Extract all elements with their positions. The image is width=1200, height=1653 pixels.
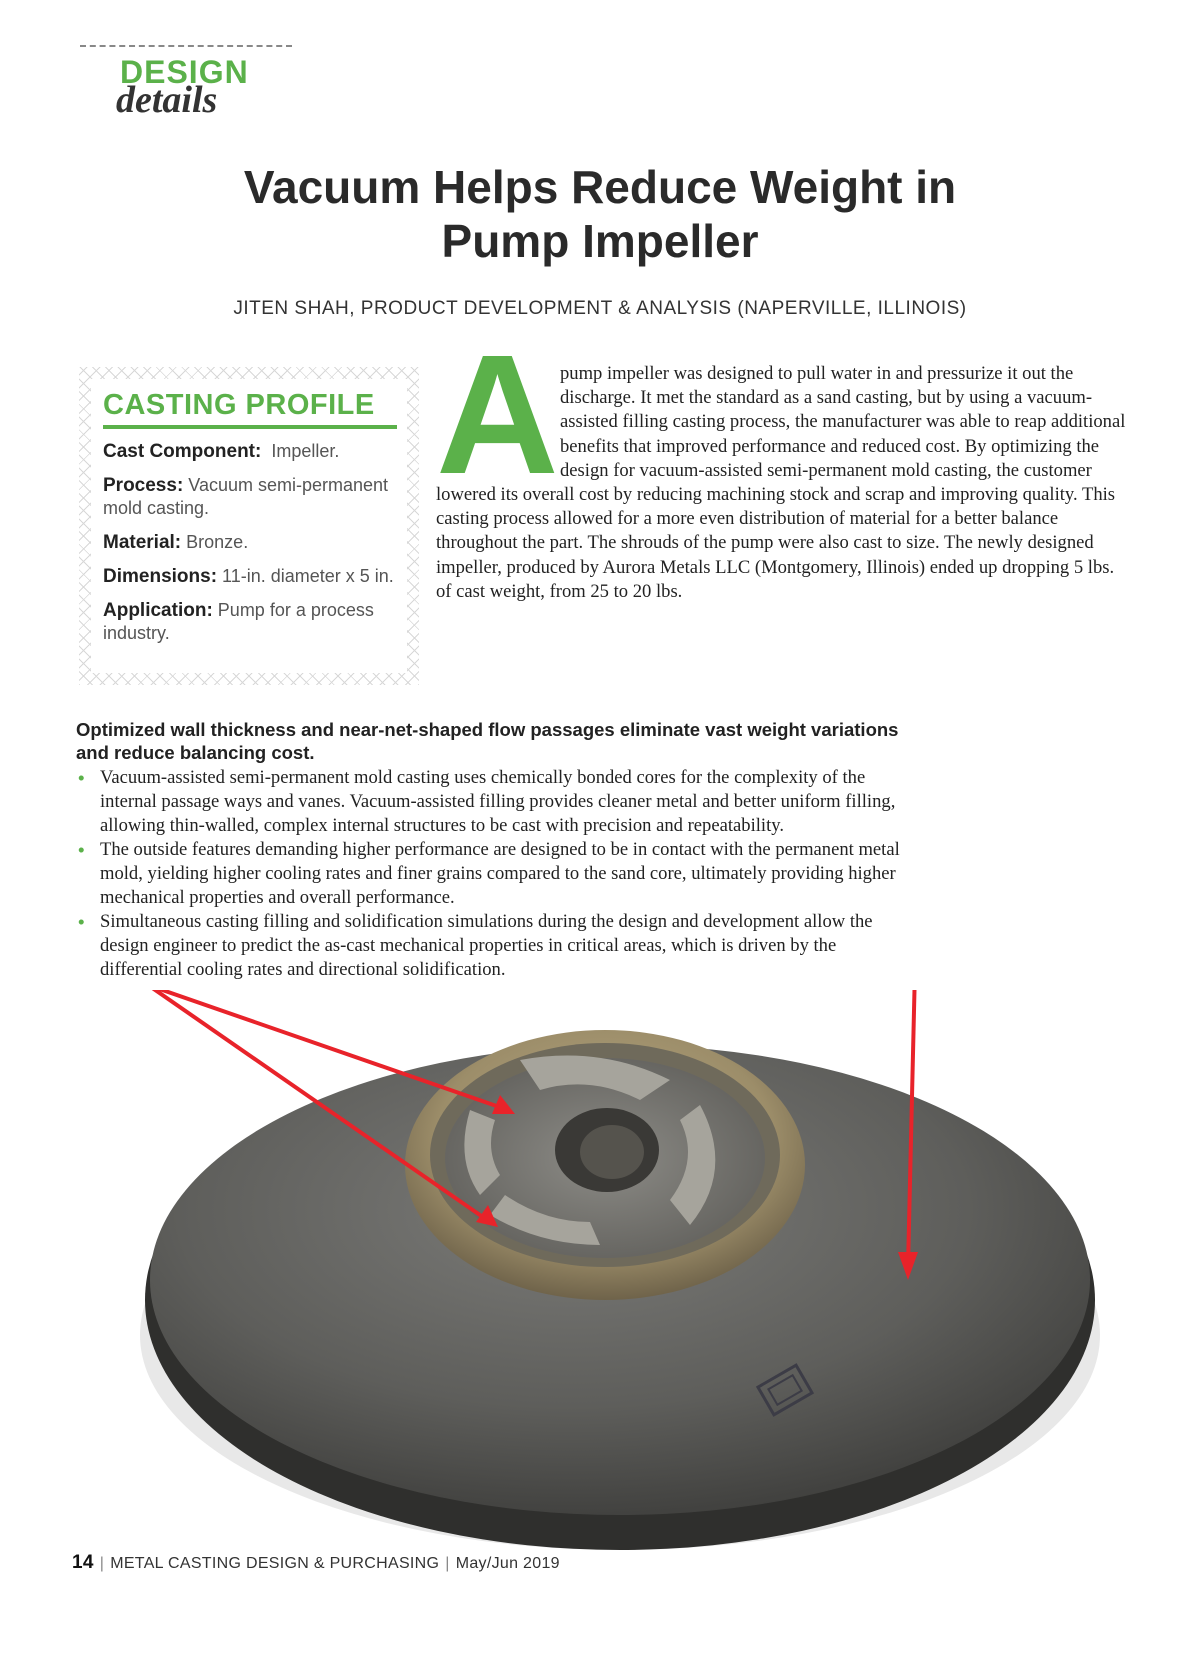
profile-row-application bbox=[103, 599, 397, 645]
profile-label: Cast Component: bbox=[103, 441, 262, 462]
profile-label: Material: bbox=[103, 532, 182, 553]
bullet-dot-icon: • bbox=[78, 911, 85, 932]
list-item: • Simultaneous casting filling and solidification simulations during the design and development allow the design engineer to predict the as-cast mechanical properties in critical areas, which is driven by the differential cooling rates and directional solidification. bbox=[78, 911, 873, 980]
footer-separator: | bbox=[445, 1555, 450, 1572]
article-title bbox=[100, 160, 1100, 268]
page-footer bbox=[72, 1552, 560, 1574]
casting-profile-heading: CASTING PROFILE bbox=[103, 389, 397, 429]
profile-value: Vacuum semi-permanent mold casting. bbox=[103, 475, 389, 518]
casting-profile-content bbox=[91, 379, 407, 673]
page-number: 14 bbox=[72, 1552, 94, 1573]
article-title-line-1: Vacuum Helps Reduce Weight in bbox=[243, 161, 957, 213]
profile-label: Application: bbox=[103, 600, 213, 621]
drop-cap-letter: A bbox=[436, 320, 559, 510]
profile-value: Pump for a process industry. bbox=[103, 600, 374, 643]
profile-value: 11-in. diameter x 5 in. bbox=[222, 566, 394, 586]
footer-separator: | bbox=[99, 1555, 105, 1572]
intro-paragraph: pump impeller was designed to pull water in and pressurize it out the discharge. It met the standard as a sand casting, but by using a vacuum-assisted filling casting process, the manufacturer was able to reap additional benefits that improved performance and reduced cost. By optimizing the design for vacuum-assisted semi-permanent mold casting, the customer lowered its overall cost by reducing machining stock and scrap and improving quality. This casting process allowed for a more even distribution of material for a better balance throughout the part. The shrouds of the pump were also cast to size. The newly designed impeller, produced by Aurora Metals LLC (Montgomery, Illinois) ended up dropping 5 lbs. of cast weight, from 25 to 20 lbs. bbox=[436, 363, 1126, 602]
list-item: • The outside features demanding higher performance are designed to be in contact with the permanent metal mold, yielding higher cooling rates and finer grains compared to the sand core, ultimately providing higher mechanical properties and overall performance. bbox=[78, 839, 900, 908]
intro-paragraph-block bbox=[436, 362, 1126, 604]
impeller-bore-inner bbox=[580, 1125, 644, 1179]
bullet-dot-icon: • bbox=[78, 767, 85, 788]
article-title-line-2: Pump Impeller bbox=[441, 215, 759, 267]
casting-profile-box bbox=[79, 367, 419, 685]
section-subheading: Optimized wall thickness and near-net-shaped flow passages eliminate vast weight variations and reduce balancing cost. bbox=[76, 719, 899, 763]
profile-row-cast-component bbox=[103, 440, 397, 463]
header-dashed-rule bbox=[80, 45, 292, 47]
publication-name: METAL CASTING DESIGN & PURCHASING bbox=[110, 1555, 440, 1572]
list-item: • Vacuum-assisted semi-permanent mold casting uses chemically bonded cores for the complexity of the internal passage ways and vanes. Vacuum-assisted filling provides cleaner metal and better uniform filling, allowing thin-walled, complex internal structures to be cast with precision and repeatability. bbox=[78, 767, 896, 836]
profile-value: Bronze. bbox=[186, 532, 249, 552]
profile-row-process bbox=[103, 474, 397, 520]
profile-row-material bbox=[103, 531, 397, 554]
profile-row-dimensions bbox=[103, 565, 397, 588]
issue-date: May/Jun 2019 bbox=[455, 1555, 560, 1572]
impeller-photo bbox=[0, 990, 1200, 1560]
department-label-details: details bbox=[116, 79, 218, 121]
feature-bullet-list bbox=[76, 766, 916, 982]
bullet-dot-icon: • bbox=[78, 839, 85, 860]
profile-value: Impeller. bbox=[271, 441, 340, 461]
annotation-arrow-line bbox=[148, 990, 508, 1110]
profile-label: Dimensions: bbox=[103, 566, 218, 587]
profile-label: Process: bbox=[103, 475, 184, 496]
article-byline: JITEN SHAH, PRODUCT DEVELOPMENT & ANALYSIS (NAPERVILLE, ILLINOIS) bbox=[233, 298, 967, 319]
department-label-design: DESIGN bbox=[120, 54, 249, 90]
